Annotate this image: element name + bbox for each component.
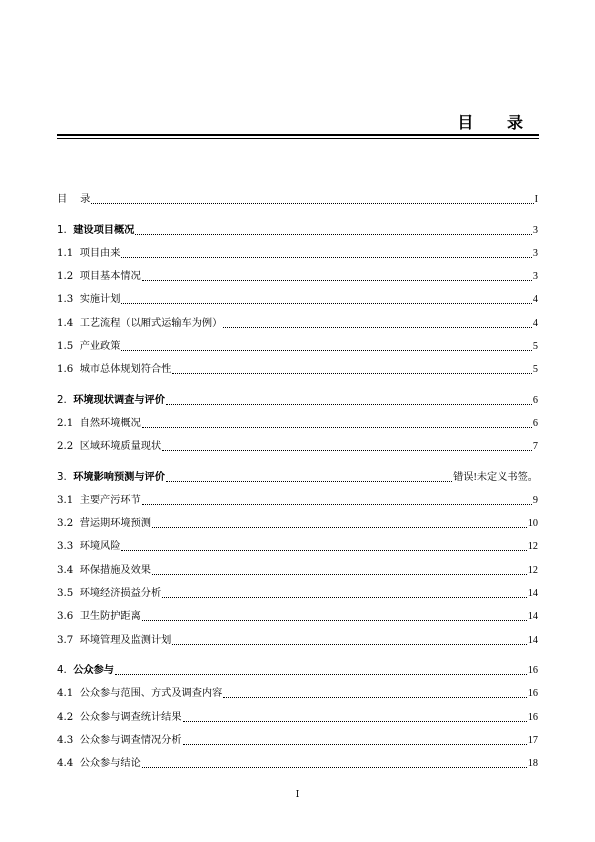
- toc-entry-label: 环境管理及监测计划: [79, 634, 172, 646]
- toc-entry-page: 4: [532, 294, 538, 306]
- toc-entry-number: 1.2: [57, 271, 80, 283]
- toc-entry[interactable]: [57, 331, 538, 354]
- toc-dot-leader: [223, 326, 532, 328]
- toc-entry-page: 14: [527, 611, 538, 623]
- toc-dot-leader: [183, 720, 527, 722]
- toc-entry-page: 9: [532, 494, 538, 506]
- toc-entry[interactable]: [57, 354, 538, 377]
- toc-entry-number: 1.6: [57, 364, 80, 376]
- title-rule-thin: [57, 138, 539, 139]
- toc-dot-leader: [152, 526, 527, 528]
- toc-entry-page: 4: [532, 317, 538, 329]
- toc-entry-number: 1.3: [57, 294, 80, 306]
- toc-entry-page: 14: [527, 588, 538, 600]
- toc-entry-number: 目 录: [57, 194, 91, 206]
- toc-entry-number: 2.: [57, 394, 74, 406]
- toc-entry-page: 5: [532, 364, 538, 376]
- toc-dot-leader: [142, 766, 527, 768]
- toc-dot-leader: [135, 233, 532, 235]
- toc-dot-leader: [121, 549, 526, 551]
- toc-entry-page: 错误!未定义书签。: [453, 471, 538, 483]
- toc-entry[interactable]: [57, 554, 538, 577]
- toc-dot-leader: [223, 696, 527, 698]
- toc-entry-page: 6: [532, 417, 538, 429]
- toc-entry-label: 产业政策: [79, 341, 121, 353]
- toc-entry[interactable]: [57, 508, 538, 531]
- toc-dot-leader: [91, 202, 533, 204]
- toc-dot-leader: [121, 349, 531, 351]
- toc-entry-number: 4.1: [57, 688, 80, 700]
- toc-entry[interactable]: [57, 214, 538, 237]
- toc-entry-label: 公众参与范围、方式及调查内容: [79, 688, 223, 700]
- toc-dot-leader: [142, 503, 532, 505]
- toc-entry-page: 16: [527, 664, 538, 676]
- toc-entry-page: 12: [527, 541, 538, 553]
- toc-dot-leader: [121, 256, 531, 258]
- toc-entry-page: 6: [532, 394, 538, 406]
- toc-entry-page: 7: [532, 441, 538, 453]
- toc-entry-page: 16: [527, 711, 538, 723]
- toc-entry-page: 16: [527, 688, 538, 700]
- toc-entry[interactable]: [57, 655, 538, 678]
- toc-entry-number: 3.2: [57, 518, 80, 530]
- toc-entry-page: 3: [532, 247, 538, 259]
- toc-entry-label: 工艺流程（以厢式运输车为例）: [79, 317, 223, 329]
- toc-entry-page: 17: [527, 734, 538, 746]
- toc-entry-label: 公众参与: [73, 664, 114, 676]
- toc-entry-page: 14: [527, 634, 538, 646]
- toc-entry-label: 公众参与结论: [79, 758, 141, 770]
- toc-entry[interactable]: [57, 725, 538, 748]
- toc-entry-number: 1.: [57, 224, 74, 236]
- toc-dot-leader: [166, 403, 532, 405]
- toc-entry-page: I: [534, 194, 538, 206]
- table-of-contents: [57, 184, 538, 771]
- toc-entry[interactable]: [57, 601, 538, 624]
- toc-entry-page: 3: [532, 224, 538, 236]
- toc-entry-label: 项目基本情况: [79, 271, 141, 283]
- toc-entry-number: 4.4: [57, 758, 80, 770]
- toc-entry-number: 3.6: [57, 611, 80, 623]
- toc-dot-leader: [142, 619, 527, 621]
- toc-dot-leader: [162, 449, 532, 451]
- toc-entry-page: 3: [532, 271, 538, 283]
- toc-entry-label: 实施计划: [79, 294, 121, 306]
- toc-entry[interactable]: [57, 461, 538, 484]
- toc-entry-number: 2.1: [57, 417, 80, 429]
- toc-entry[interactable]: [57, 701, 538, 724]
- toc-entry[interactable]: [57, 307, 538, 330]
- toc-entry-number: 4.2: [57, 711, 80, 723]
- toc-dot-leader: [121, 302, 531, 304]
- toc-dot-leader: [142, 426, 532, 428]
- toc-entry[interactable]: [57, 748, 538, 771]
- toc-entry-number: 1.5: [57, 341, 80, 353]
- page-title: 目 录: [457, 113, 537, 132]
- toc-entry-page: 10: [527, 518, 538, 530]
- toc-entry[interactable]: [57, 678, 538, 701]
- toc-entry-label: 环境影响预测与评价: [73, 471, 165, 483]
- toc-entry[interactable]: [57, 531, 538, 554]
- toc-dot-leader: [162, 596, 527, 598]
- toc-entry[interactable]: [57, 261, 538, 284]
- toc-entry-label: 区域环境质量现状: [79, 441, 162, 453]
- toc-dot-leader: [172, 372, 532, 374]
- toc-entry-page: 5: [532, 341, 538, 353]
- toc-entry-label: 城市总体规划符合性: [79, 364, 172, 376]
- toc-entry-page: 18: [527, 758, 538, 770]
- toc-entry-number: 2.2: [57, 441, 80, 453]
- toc-entry-number: 3.3: [57, 541, 80, 553]
- title-rule-thick: [57, 134, 539, 136]
- toc-entry-number: 3.4: [57, 564, 80, 576]
- toc-entry[interactable]: [57, 624, 538, 647]
- toc-entry-label: 环境风险: [79, 541, 121, 553]
- toc-entry-label: 环境现状调查与评价: [73, 394, 165, 406]
- toc-entry[interactable]: [57, 284, 538, 307]
- toc-entry-number: 1.4: [57, 317, 80, 329]
- toc-entry[interactable]: [57, 431, 538, 454]
- page-number: I: [295, 790, 300, 800]
- toc-entry-number: 4.: [57, 664, 74, 676]
- toc-entry-page: 12: [527, 564, 538, 576]
- toc-entry-number: 3.7: [57, 634, 80, 646]
- toc-entry-number: 3.5: [57, 588, 80, 600]
- toc-dot-leader: [183, 743, 527, 745]
- toc-entry-number: 3.: [57, 471, 74, 483]
- toc-dot-leader: [115, 673, 527, 675]
- toc-entry-label: 环境经济损益分析: [79, 588, 162, 600]
- toc-entry-number: 3.1: [57, 494, 80, 506]
- toc-entry-label: 主要产污环节: [79, 494, 141, 506]
- toc-entry-label: 营运期环境预测: [79, 518, 151, 530]
- toc-entry-number: 4.3: [57, 734, 80, 746]
- toc-entry-label: 公众参与调查情况分析: [79, 734, 182, 746]
- toc-dot-leader: [172, 643, 526, 645]
- toc-dot-leader: [142, 279, 532, 281]
- toc-entry-label: 公众参与调查统计结果: [79, 711, 182, 723]
- toc-entry-label: 自然环境概况: [79, 417, 141, 429]
- toc-dot-leader: [152, 573, 527, 575]
- toc-entry[interactable]: [57, 485, 538, 508]
- toc-entry-number: 1.1: [57, 247, 80, 259]
- toc-entry-label: 环保措施及效果: [79, 564, 151, 576]
- toc-entry[interactable]: [57, 408, 538, 431]
- toc-entry[interactable]: [57, 238, 538, 261]
- toc-entry[interactable]: [57, 184, 538, 207]
- toc-entry-label: 卫生防护距离: [79, 611, 141, 623]
- toc-entry[interactable]: [57, 578, 538, 601]
- toc-entry-label: 项目由来: [79, 247, 121, 259]
- toc-entry[interactable]: [57, 384, 538, 407]
- toc-entry-label: 建设项目概况: [73, 224, 135, 236]
- toc-dot-leader: [166, 480, 452, 482]
